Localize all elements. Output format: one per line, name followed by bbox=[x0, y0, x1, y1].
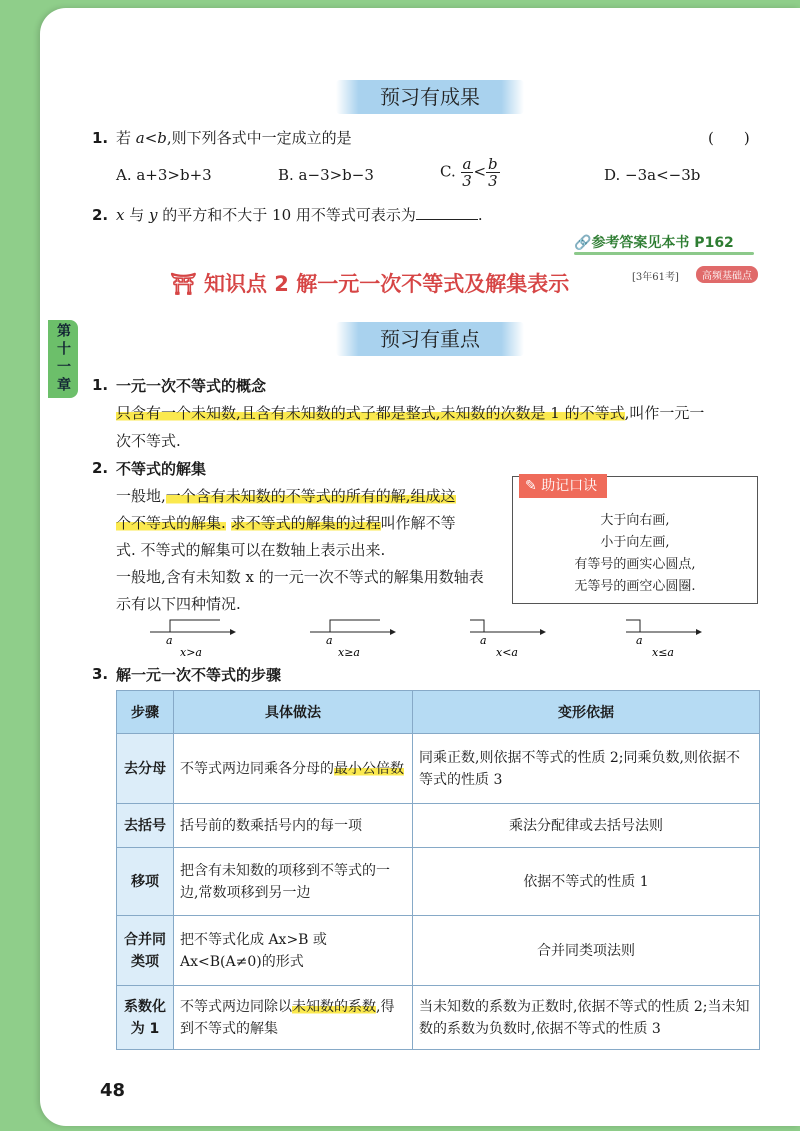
question-1-number: 1. bbox=[92, 129, 109, 147]
mnemonic-line: 无等号的画空心圆圈. bbox=[574, 579, 696, 594]
svg-text:x≤a: x≤a bbox=[652, 646, 674, 659]
svg-text:a: a bbox=[480, 634, 487, 647]
link-icon: 🔗 bbox=[574, 235, 592, 251]
q1-option-c bbox=[440, 156, 500, 189]
step-basis: 同乘正数,则依据不等式的性质 2;同乘负数,则依据不等式的性质 3 bbox=[413, 734, 760, 804]
highlight-coefficient: 未知数的系数 bbox=[292, 998, 376, 1015]
step-method: 不等式两边同除以未知数的系数,得到不等式的解集 bbox=[174, 986, 413, 1050]
point-2-line-5: 示有以下四种情况. bbox=[116, 595, 241, 613]
mnemonic-line: 大于向右画, bbox=[600, 513, 670, 528]
point-1-definition: 只含有一个未知数,且含有未知数的式子都是整式,未知数的次数是 1 的不等式,叫作一元一 bbox=[116, 404, 705, 422]
lamp-icon: ⛩ bbox=[170, 272, 197, 296]
table-header-row bbox=[117, 691, 760, 734]
point-3-title: 解一元一次不等式的步骤 bbox=[116, 666, 282, 684]
number-line-x-lt-a bbox=[470, 620, 546, 659]
table-row bbox=[117, 734, 760, 804]
point-2-number: 2. bbox=[92, 459, 109, 477]
table-row bbox=[117, 804, 760, 848]
table-row bbox=[117, 916, 760, 986]
number-line-diagrams bbox=[140, 612, 710, 662]
answer-blank[interactable] bbox=[416, 219, 478, 220]
mnemonic-line: 小于向左画, bbox=[600, 535, 670, 550]
section-title-preview-results: 预习有成果 bbox=[336, 80, 524, 114]
highlight-solving-process: 求不等式的解集的过程 bbox=[230, 514, 381, 532]
step-method: 括号前的数乘括号内的每一项 bbox=[174, 804, 413, 848]
step-name: 系数化为 1 bbox=[117, 986, 174, 1050]
highlight-definition: 只含有一个未知数,且含有未知数的式子都是整式,未知数的次数是 1 的不等式 bbox=[116, 404, 625, 422]
number-line-x-gt-a bbox=[150, 620, 236, 659]
header-method: 具体做法 bbox=[174, 691, 413, 734]
svg-text:x>a: x>a bbox=[180, 646, 202, 659]
table-row bbox=[117, 848, 760, 916]
mnemonic-header: ✎ 助记口诀 bbox=[519, 474, 607, 498]
svg-text:x≥a: x≥a bbox=[338, 646, 360, 659]
header-basis: 变形依据 bbox=[413, 691, 760, 734]
q1-option-b: B. a−3>b−3 bbox=[278, 166, 374, 184]
q1-option-c-operator: < bbox=[473, 162, 487, 181]
point-2-line-3: 式. 不等式的解集可以在数轴上表示出来. bbox=[116, 541, 386, 559]
point-1-title: 一元一次不等式的概念 bbox=[116, 377, 267, 395]
step-basis: 依据不等式的性质 1 bbox=[413, 848, 760, 916]
page-number: 48 bbox=[100, 1080, 126, 1101]
question-2-number: 2. bbox=[92, 206, 109, 224]
q1-option-c-left-fraction: $\frac{a}{3}$ bbox=[462, 155, 472, 190]
point-1-definition-cont: 次不等式. bbox=[116, 432, 181, 450]
point-2-line-4: 一般地,含有未知数 x 的一元一次不等式的解集用数轴表 bbox=[116, 568, 484, 586]
point-2-title: 不等式的解集 bbox=[116, 460, 207, 478]
step-name: 合并同类项 bbox=[117, 916, 174, 986]
step-basis: 合并同类项法则 bbox=[413, 916, 760, 986]
chapter-tab[interactable]: 第十一章 bbox=[48, 320, 78, 398]
q1-stem-condition: a<b bbox=[135, 129, 167, 147]
note-icon: ✎ bbox=[525, 478, 537, 494]
step-name: 去分母 bbox=[117, 734, 174, 804]
number-line-x-le-a bbox=[626, 620, 702, 659]
answer-reference[interactable]: 🔗参考答案见本书 P162 bbox=[574, 235, 734, 251]
q1-stem-b: ,则下列各式中一定成立的是 bbox=[166, 129, 352, 147]
step-basis: 乘法分配律或去括号法则 bbox=[413, 804, 760, 848]
knowledge-point-title: ⛩ 知识点 2 解一元一次不等式及解集表示 bbox=[170, 272, 570, 296]
step-basis: 当未知数的系数为正数时,依据不等式的性质 2;当未知数的系数为负数时,依据不等式的性质 3 bbox=[413, 986, 760, 1050]
header-step: 步骤 bbox=[117, 691, 174, 734]
steps-table bbox=[116, 690, 760, 1050]
mnemonic-box bbox=[512, 476, 758, 604]
knowledge-point-badge: 高频基础点 bbox=[696, 266, 758, 283]
table-row bbox=[117, 986, 760, 1050]
step-name: 移项 bbox=[117, 848, 174, 916]
q1-option-c-right-fraction: $\frac{b}{3}$ bbox=[488, 155, 498, 190]
mnemonic-line: 有等号的画实心圆点, bbox=[574, 557, 696, 572]
step-name: 去括号 bbox=[117, 804, 174, 848]
step-method: 不等式两边同乘各分母的最小公倍数 bbox=[174, 734, 413, 804]
q1-option-c-label: C. bbox=[440, 162, 456, 181]
number-line-x-ge-a bbox=[310, 620, 396, 659]
answer-reference-underline bbox=[574, 252, 754, 255]
highlight-solution-set: 一个含有未知数的不等式的所有的解,组成这 bbox=[165, 487, 456, 505]
section-title-preview-key-points: 预习有重点 bbox=[336, 322, 524, 356]
question-1-answer-paren: ( ) bbox=[708, 129, 750, 147]
svg-text:x<a: x<a bbox=[496, 646, 518, 659]
point-2-line-2: 个不等式的解集. 求不等式的解集的过程叫作解不等 bbox=[116, 514, 456, 532]
question-2-stem: x 与 y 的平方和不大于 10 用不等式可表示为 . bbox=[116, 206, 483, 224]
point-1-number: 1. bbox=[92, 376, 109, 394]
step-method: 把含有未知数的项移到不等式的一边,常数项移到另一边 bbox=[174, 848, 413, 916]
step-method: 把不等式化成 Ax>B 或 Ax<B(A≠0)的形式 bbox=[174, 916, 413, 986]
knowledge-point-frequency: [3年61考] bbox=[632, 272, 679, 283]
q1-option-a: A. a+3>b+3 bbox=[116, 166, 212, 184]
q1-stem-a: 若 bbox=[116, 129, 136, 147]
svg-text:a: a bbox=[326, 634, 333, 647]
highlight-lcm: 最小公倍数 bbox=[334, 760, 404, 777]
q1-option-d: D. −3a<−3b bbox=[604, 166, 701, 184]
point-2-line-1: 一般地,一个含有未知数的不等式的所有的解,组成这 bbox=[116, 487, 456, 505]
svg-text:a: a bbox=[166, 634, 173, 647]
point-3-number: 3. bbox=[92, 665, 109, 683]
svg-text:a: a bbox=[636, 634, 643, 647]
question-1-stem bbox=[116, 127, 352, 148]
